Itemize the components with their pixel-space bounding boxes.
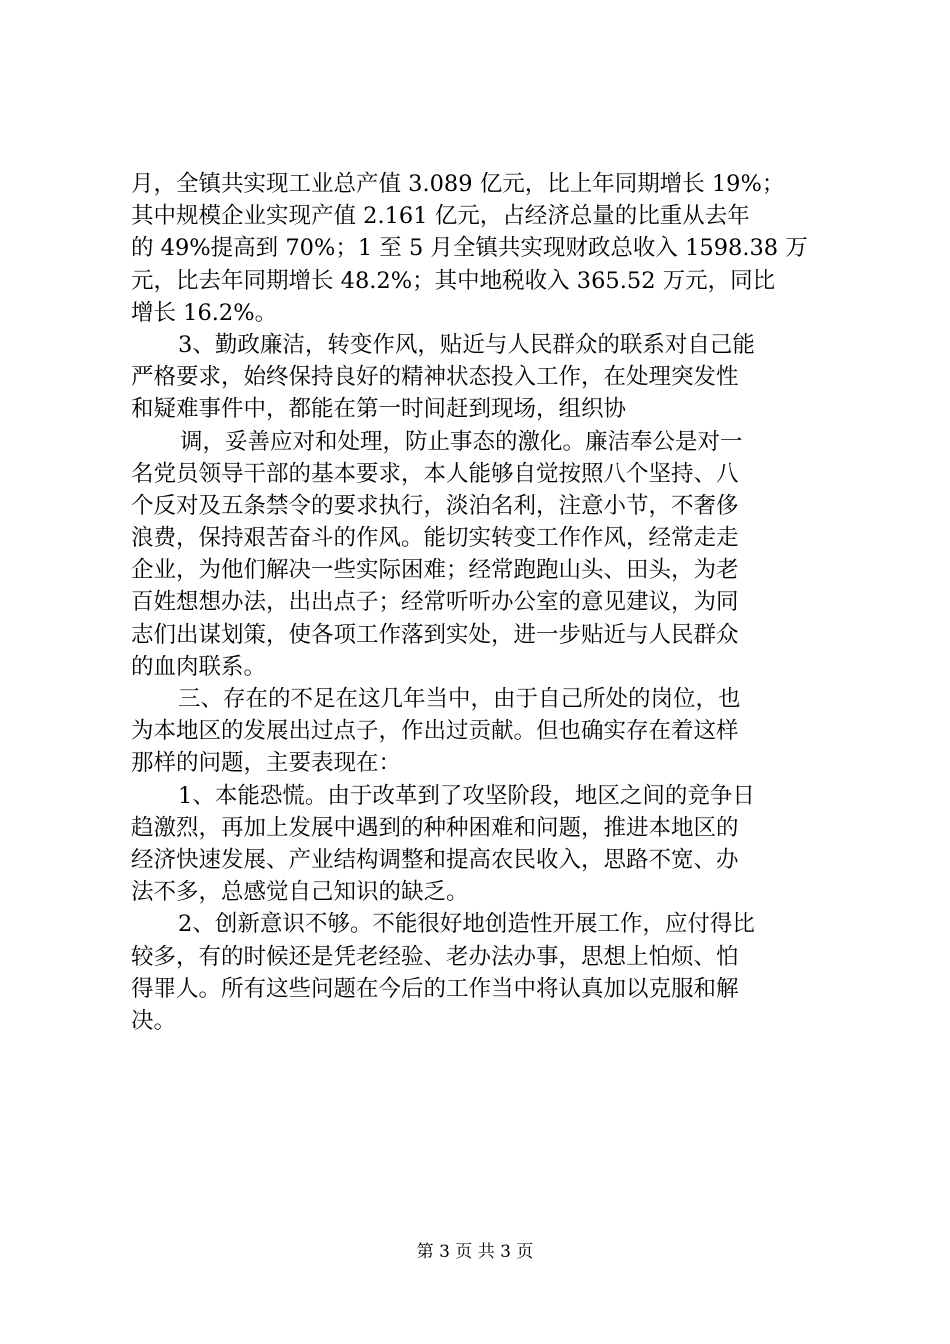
text-line: 名党员领导干部的基本要求，本人能够自觉按照八个坚持、八 <box>131 460 739 487</box>
text-line: 百姓想想办法，出出点子；经常听听办公室的意见建议，为同 <box>131 589 739 616</box>
text-line: 趋激烈，再加上发展中遇到的种种困难和问题，推进本地区的 <box>131 814 739 841</box>
text-line: 其中规模企业实现产值 2.161 亿元，占经济总量的比重从去年 <box>131 203 750 230</box>
text-line: 企业，为他们解决一些实际困难；经常跑跑山头、田头，为老 <box>131 557 739 584</box>
text-line: 的血肉联系。 <box>131 653 267 680</box>
text-line: 3、勤政廉洁，转变作风，贴近与人民群众的联系对自己能 <box>178 331 755 358</box>
text-line: 个反对及五条禁令的要求执行，淡泊名利，注意小节，不奢侈 <box>131 492 739 519</box>
text-line: 调，妥善应对和处理，防止事态的激化。廉洁奉公是对一 <box>180 428 743 455</box>
text-line: 浪费，保持艰苦奋斗的作风。能切实转变工作作风，经常走走 <box>131 525 739 552</box>
text-line: 志们出谋划策，使各项工作落到实处，进一步贴近与人民群众 <box>131 621 739 648</box>
text-line: 较多，有的时候还是凭老经验、老办法办事，思想上怕烦、怕 <box>131 943 739 970</box>
text-line: 的 49%提高到 70%；1 至 5 月全镇共实现财政总收入 1598.38 万 <box>131 235 808 262</box>
text-line: 元，比去年同期增长 48.2%；其中地税收入 365.52 万元，同比 <box>131 267 776 294</box>
text-line: 增长 16.2%。 <box>131 299 278 326</box>
text-line: 月，全镇共实现工业总产值 3.089 亿元，比上年同期增长 19%； <box>131 171 785 197</box>
text-line: 2、创新意识不够。不能很好地创造性开展工作，应付得比 <box>178 911 755 938</box>
text-line: 得罪人。所有这些问题在今后的工作当中将认真加以克服和解 <box>131 975 739 1002</box>
text-line: 经济快速发展、产业结构调整和提高农民收入，思路不宽、办 <box>131 846 739 873</box>
text-line: 和疑难事件中，都能在第一时间赶到现场，组织协 <box>131 396 627 423</box>
text-line: 为本地区的发展出过点子，作出过贡献。但也确实存在着这样 <box>131 718 739 745</box>
text-line: 决。 <box>131 1007 177 1034</box>
text-line: 那样的问题，主要表现在： <box>131 750 402 777</box>
text-line: 三、存在的不足在这几年当中，由于自己所处的岗位，也 <box>178 686 741 712</box>
body-text <box>131 168 831 1037</box>
text-line: 1、本能恐慌。由于改革到了攻坚阶段，地区之间的竞争日 <box>178 782 755 809</box>
text-line: 法不多，总感觉自己知识的缺乏。 <box>131 879 469 906</box>
text-line: 严格要求，始终保持良好的精神状态投入工作，在处理突发性 <box>131 364 739 391</box>
page-footer: 第 3 页 共 3 页 <box>416 1242 534 1262</box>
